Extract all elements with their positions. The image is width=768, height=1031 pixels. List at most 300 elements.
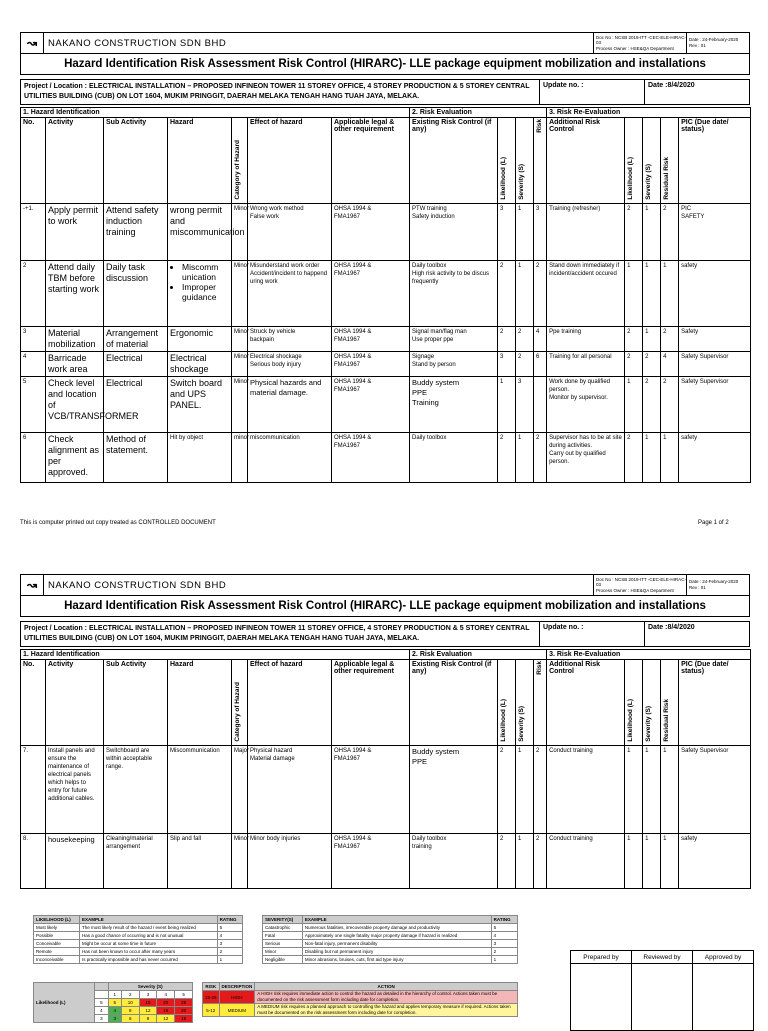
matrix-cell: 12 (157, 1015, 175, 1023)
legend-cell: 4 (217, 932, 242, 940)
row-likelihood-2: 1 (625, 261, 643, 327)
matrix-cell: 8 (121, 1007, 139, 1015)
matrix-cell: 20 (157, 999, 175, 1007)
doc-meta-2 (593, 575, 686, 595)
doc-no-2: Doc No : NCSB 2019-ITT -CEC-ELE-HIRAC-03 (596, 576, 686, 588)
column-header (21, 118, 751, 204)
table-body-1 (21, 204, 751, 483)
risk-header-cell: ACTION (255, 983, 518, 991)
col-effect: Effect of hazard (248, 118, 332, 204)
row-effect: Struck by vehicle backpain (248, 327, 332, 352)
section-hazard-id-2: 1. Hazard Identification (21, 650, 410, 660)
row-hazard: Ergonomic (168, 327, 232, 352)
row-effect: Minor body injuries (248, 834, 332, 889)
row-pic: Safety Supervisor (679, 352, 751, 377)
legend-cell: 2 (491, 948, 517, 956)
row-no: 3 (21, 327, 46, 352)
row-activity: Barricade work area (46, 352, 104, 377)
col-pic: PIC (Due date/ status) (679, 118, 751, 204)
row-residual-risk: 1 (661, 834, 679, 889)
legend-row (34, 932, 243, 940)
table-row (21, 261, 751, 327)
legend-cell: Catastrophic (263, 924, 303, 932)
row-severity-2: 1 (643, 261, 661, 327)
table-row (21, 834, 751, 889)
doc-rev-2: Rev : 01 (689, 585, 706, 590)
risk-description: HIGH (219, 991, 255, 1004)
legend-cell: Numerous fatalities, irrecoverable property damage and productivity (302, 924, 491, 932)
col-residual: Residual Risk (661, 118, 679, 204)
legend-row (34, 940, 243, 948)
legend-cell: Serious (263, 940, 303, 948)
row-category: Minor (232, 352, 248, 377)
legend-header-cell: SEVERITY(S) (263, 916, 303, 924)
row-additional-control: Stand down immediately if incident/accident occured (547, 261, 625, 327)
matrix-col: 5 (175, 991, 193, 999)
row-existing-control: Signage Stand by person (410, 352, 498, 377)
doc-header-2 (20, 574, 750, 596)
company-logo-2: ↝ (21, 575, 44, 595)
row-severity-2: 1 (643, 433, 661, 483)
likelihood-legend (33, 915, 243, 964)
row-no: 8. (21, 834, 46, 889)
doc-title-2: Hazard Identification Risk Assessment Risk Control (HIRARC)- LLE package equipment mobilization and installations (20, 596, 750, 617)
row-residual-risk: 2 (661, 327, 679, 352)
process-owner: Process Owner : HSE&QA Department (596, 45, 674, 51)
row-no: 5 (21, 377, 46, 433)
row-additional-control: Conduct training (547, 834, 625, 889)
risk-range: 5-12 (203, 1004, 220, 1017)
matrix-blank (95, 991, 108, 999)
legend-row (263, 956, 518, 964)
col-additional: Additional Risk Control (547, 118, 625, 204)
matrix-row-likelihood: 3 (95, 1015, 108, 1023)
row-effect: Physical hazard Material damage (248, 746, 332, 834)
matrix-header-row (34, 983, 193, 991)
table-row (21, 204, 751, 261)
legend-cell: Non-fatal injury, permanent disability (302, 940, 491, 948)
legend-header-cell: RATING (491, 916, 517, 924)
legend-cell: Possible (34, 932, 80, 940)
signoff-body-row (571, 964, 754, 1031)
table-row (21, 746, 751, 834)
col-residual-2: Residual Risk (661, 660, 679, 746)
row-pic: safety (679, 834, 751, 889)
legend-cell: 3 (491, 940, 517, 948)
row-risk: 2 (534, 433, 547, 483)
row-existing-control: Buddy system PPE (410, 746, 498, 834)
matrix-col-label: Severity (S) (108, 983, 192, 991)
risk-matrix (33, 982, 193, 1023)
company-name-2: NAKANO CONSTRUCTION SDN BHD (48, 579, 227, 591)
col-legal-2: Applicable legal & other requirement (332, 660, 410, 746)
section-hazard-id: 1. Hazard Identification (21, 108, 410, 118)
row-additional-control: Supervisor has to be at site during activities. Carry out by qualified person. (547, 433, 625, 483)
row-hazard: Slip and fall (168, 834, 232, 889)
project-date-2: Date :8/4/2020 (644, 622, 749, 646)
doc-title: Hazard Identification Risk Assessment Risk Control (HIRARC)- LLE package equipment mobilization and installations (20, 54, 750, 75)
row-activity: Install panels and ensure the maintenance of electrical panels which helps to entry for future additional cables. (46, 746, 104, 834)
row-legal: OHSA 1994 & FMA1967 (332, 327, 410, 352)
row-category: Minor (232, 834, 248, 889)
row-sub-activity: Attend safety induction training (104, 204, 168, 261)
hazard-list-item: • Improper guidance (182, 282, 229, 302)
col-sub-activity-2: Sub Activity (104, 660, 168, 746)
row-severity: 3 (516, 377, 534, 433)
signoff-label: Approved by (693, 951, 754, 964)
row-likelihood: 2 (498, 834, 516, 889)
row-effect: miscommunication (248, 433, 332, 483)
matrix-col: 2 (121, 991, 139, 999)
matrix-cell: 15 (139, 999, 157, 1007)
legend-row (34, 948, 243, 956)
col-activity: Activity (46, 118, 104, 204)
legend-row (263, 932, 518, 940)
table-row (21, 377, 751, 433)
row-legal: OHSA 1994 & FMA1967 (332, 834, 410, 889)
row-risk: 2 (534, 834, 547, 889)
page-number: Page 1 of 2 (698, 520, 729, 526)
row-likelihood: 3 (498, 352, 516, 377)
row-sub-activity: Electrical (104, 377, 168, 433)
col-pic-2: PIC (Due date/ status) (679, 660, 751, 746)
row-no: 2 (21, 261, 46, 327)
risk-action: A MEDIUM risk requires a planned approach to controlling the hazard and applies temporary measure if required. Actions taken must be documented on the risk assessment form including date for completion. (255, 1004, 518, 1017)
col-hazard: Hazard (168, 118, 232, 204)
matrix-cell: 3 (108, 1015, 121, 1023)
row-existing-control: Daily toolbox (410, 433, 498, 483)
row-existing-control: Daily toolbox High risk activity to be discus frequently (410, 261, 498, 327)
signoff-box (632, 964, 693, 1031)
legend-header-cell: EXAMPLE (80, 916, 218, 924)
legend-cell: 1 (491, 956, 517, 964)
legend-cell: Disabling but not permanent injury (302, 948, 491, 956)
row-pic: Safety (679, 327, 751, 352)
legend-cell: 5 (491, 924, 517, 932)
process-owner-2: Process Owner : HSE&QA Department (596, 587, 674, 593)
legend-row (34, 924, 243, 932)
col-hazard-2: Hazard (168, 660, 232, 746)
row-pic: safety (679, 261, 751, 327)
matrix-row-likelihood: 4 (95, 1007, 108, 1015)
col-no: No. (21, 118, 46, 204)
row-risk: 4 (534, 327, 547, 352)
row-residual-risk: 1 (661, 433, 679, 483)
risk-header-cell: RISK (203, 983, 220, 991)
legend-cell: 3 (217, 940, 242, 948)
doc-meta (593, 33, 686, 53)
row-additional-control: Training for all personal (547, 352, 625, 377)
row-risk: 3 (534, 204, 547, 261)
row-sub-activity: Switchboard are within acceptable range. (104, 746, 168, 834)
doc-date-2: Date : 24-February-2020 (689, 579, 739, 584)
matrix-col: 1 (108, 991, 121, 999)
row-category: Major (232, 746, 248, 834)
row-existing-control: Signal man/flag man Use proper ppe (410, 327, 498, 352)
row-severity: 1 (516, 746, 534, 834)
row-effect: Misunderstand work order Accident/incident to happend uring work (248, 261, 332, 327)
row-sub-activity: Electrical (104, 352, 168, 377)
col-additional-2: Additional Risk Control (547, 660, 625, 746)
row-additional-control: Conduct training (547, 746, 625, 834)
row-severity: 1 (516, 204, 534, 261)
row-no: 6 (21, 433, 46, 483)
legend-cell: 5 (217, 924, 242, 932)
update-no: Update no. : (539, 80, 644, 104)
row-likelihood: 2 (498, 433, 516, 483)
row-likelihood: 2 (498, 746, 516, 834)
row-existing-control: Daily toolbox training (410, 834, 498, 889)
col-activity-2: Activity (46, 660, 104, 746)
col-sub-activity: Sub Activity (104, 118, 168, 204)
col-existing-2: Existing Risk Control (if any) (410, 660, 498, 746)
legend-cell: Might be occur at some time in future (80, 940, 218, 948)
legend-cell: The most likely result of the hazard / event being realized (80, 924, 218, 932)
signoff-box (693, 964, 754, 1031)
row-legal: OHSA 1994 & FMA1967 (332, 433, 410, 483)
col-no-2: No. (21, 660, 46, 746)
row-activity: Check alignment as per approved. (46, 433, 104, 483)
update-no-2: Update no. : (539, 622, 644, 646)
project-location-2: Project / Location : ELECTRICAL INSTALLATION – PROPOSED INFINEON TOWER 11 STOREY OFFICE, 4 STOREY PRODUCTION & 5 STOREY CENTRAL UTILITIES BUILDING (CUB) ON LOT 1604, MUKIM PRINGGIT, DAERAH MELAKA TENGAH HANG TUAH JAYA, MELAKA. (24, 625, 530, 642)
col-likelihood-p2b: Likelihood (L) (625, 660, 643, 746)
col-likelihood-2: Likelihood (L) (625, 118, 643, 204)
legend-cell: Minor (263, 948, 303, 956)
company-logo: ↝ (21, 33, 44, 53)
matrix-cell: 6 (121, 1015, 139, 1023)
row-severity-2: 1 (643, 746, 661, 834)
row-legal: OHSA 1994 & FMA1967 (332, 261, 410, 327)
row-pic: safety (679, 433, 751, 483)
row-severity: 2 (516, 352, 534, 377)
matrix-col: 3 (139, 991, 157, 999)
row-severity-2: 1 (643, 204, 661, 261)
footer-note: This is computer printed out copy treated as CONTROLLED DOCUMENT (20, 520, 216, 526)
col-category-2: Category of Hazard (232, 660, 248, 746)
signoff-label: Prepared by (571, 951, 632, 964)
row-no: 7. (21, 746, 46, 834)
project-location: Project / Location : ELECTRICAL INSTALLATION – PROPOSED INFINEON TOWER 11 STOREY OFFICE, 4 STOREY PRODUCTION & 5 STOREY CENTRAL UTILITIES BUILDING (CUB) ON LOT 1604, MUKIM PRINGGIT, DAERAH MELAKA TENGAH HANG TUAH JAYA, MELAKA. (24, 83, 530, 100)
legend-cell: Minor abrasions, bruises, cuts, first aid type injury (302, 956, 491, 964)
legend-header-cell: LIKELIHOOD (L) (34, 916, 80, 924)
row-severity-2: 2 (643, 352, 661, 377)
row-risk (534, 377, 547, 433)
doc-no: Doc No : NCSB 2019-ITT -CEC-ELE-HIRAC-03 (596, 34, 686, 46)
row-existing-control: PTW training Safety induction (410, 204, 498, 261)
row-category: Minor (232, 204, 248, 261)
row-risk: 6 (534, 352, 547, 377)
row-likelihood: 2 (498, 261, 516, 327)
row-activity: Material mobilization (46, 327, 104, 352)
legend-cell: Is practically impossible and has never occurred (80, 956, 218, 964)
row-category: Minor (232, 327, 248, 352)
row-legal: OHSA 1994 & FMA1967 (332, 746, 410, 834)
row-pic: Safety Supervisor (679, 746, 751, 834)
row-likelihood-2: 2 (625, 327, 643, 352)
signoff-label: Reviewed by (632, 951, 693, 964)
legend-header-cell: EXAMPLE (302, 916, 491, 924)
row-effect: Electrical shockage Serious body injury (248, 352, 332, 377)
col-likelihood: Likelihood (L) (498, 118, 516, 204)
risk-row (203, 991, 518, 1004)
col-risk-2: Risk (534, 660, 547, 746)
row-likelihood-2: 2 (625, 352, 643, 377)
legend-cell: Inconceivable (34, 956, 80, 964)
company-name: NAKANO CONSTRUCTION SDN BHD (48, 37, 227, 49)
row-additional-control: Ppe training (547, 327, 625, 352)
row-residual-risk: 1 (661, 746, 679, 834)
row-no: -+1. (21, 204, 46, 261)
table-row (21, 327, 751, 352)
row-likelihood-2: 2 (625, 433, 643, 483)
col-effect-2: Effect of hazard (248, 660, 332, 746)
row-activity: Apply permit to work (46, 204, 104, 261)
row-sub-activity: Method of statement. (104, 433, 168, 483)
row-severity: 1 (516, 834, 534, 889)
risk-action-legend (202, 982, 518, 1017)
matrix-cell: 16 (157, 1007, 175, 1015)
matrix-row-label: Likelihood (L) (34, 983, 95, 1023)
doc-meta-date-2 (686, 575, 749, 595)
row-hazard: Switch board and UPS PANEL. (168, 377, 232, 433)
row-hazard: Miscommunication (168, 746, 232, 834)
legend-cell: Remote (34, 948, 80, 956)
doc-rev: Rev : 01 (689, 43, 706, 48)
row-risk: 2 (534, 746, 547, 834)
row-likelihood-2: 1 (625, 377, 643, 433)
row-pic: Safety Supervisor (679, 377, 751, 433)
legend-cell: Has not been known to occur after many years (80, 948, 218, 956)
row-residual-risk: 2 (661, 204, 679, 261)
section-risk-reeval-2: 3. Risk Re-Evaluation (547, 650, 751, 660)
severity-legend (262, 915, 518, 964)
col-category: Category of Hazard (232, 118, 248, 204)
col-risk: Risk (534, 118, 547, 204)
section-risk-eval: 2. Risk Evaluation (410, 108, 547, 118)
legend-header-row (263, 916, 518, 924)
row-category: Minor (232, 261, 248, 327)
col-severity-p2: Severity (S) (516, 660, 534, 746)
signoff-table (570, 950, 754, 1031)
col-severity-2: Severity (S) (643, 118, 661, 204)
matrix-cell: 4 (108, 1007, 121, 1015)
row-severity: 1 (516, 433, 534, 483)
legend-row (263, 948, 518, 956)
legend-header-cell: RATING (217, 916, 242, 924)
legend-cell: Conceivable (34, 940, 80, 948)
row-category: minor (232, 433, 248, 483)
legend-cell: Has a good chance of occurring and is not unusual (80, 932, 218, 940)
row-likelihood: 1 (498, 377, 516, 433)
risk-row (203, 1004, 518, 1017)
legend-cell: 4 (491, 932, 517, 940)
row-likelihood-2: 1 (625, 834, 643, 889)
legend-cell: Most likely (34, 924, 80, 932)
section-header (21, 108, 751, 118)
page-1 (20, 32, 750, 483)
legend-cell: Approximately one single fatality major property damage if hazard is realized (302, 932, 491, 940)
col-severity: Severity (S) (516, 118, 534, 204)
signoff-box (571, 964, 632, 1031)
hazard-list-item: • Miscomm unication (182, 262, 229, 282)
row-likelihood-2: 2 (625, 204, 643, 261)
row-residual-risk: 2 (661, 377, 679, 433)
row-likelihood-2: 1 (625, 746, 643, 834)
row-severity-2: 1 (643, 834, 661, 889)
risk-range: 15-25 (203, 991, 220, 1004)
risk-action: A HIGH risk requires immediate action to control the hazard as detailed in the hierarchy of control. Actions taken must be documented on the risk assessment form including date for completion. (255, 991, 518, 1004)
row-no: 4 (21, 352, 46, 377)
row-risk: 2 (534, 261, 547, 327)
table-row (21, 352, 751, 377)
doc-meta-date (686, 33, 749, 53)
legend-cell: Negligible (263, 956, 303, 964)
risk-header-cell: DESCRIPTION (219, 983, 255, 991)
row-legal: OHSA 1994 & FMA1967 (332, 352, 410, 377)
row-hazard (168, 261, 232, 327)
hazard-list (170, 262, 229, 302)
row-severity: 1 (516, 261, 534, 327)
signoff-header-row (571, 951, 754, 964)
row-likelihood: 3 (498, 204, 516, 261)
matrix-corner (95, 983, 108, 991)
col-severity-p2b: Severity (S) (643, 660, 661, 746)
row-sub-activity: Daily task discussion (104, 261, 168, 327)
row-hazard: Electrical shockage (168, 352, 232, 377)
row-pic: PIC SAFETY (679, 204, 751, 261)
legend-row (263, 940, 518, 948)
legend-row (34, 956, 243, 964)
project-bar-2 (20, 621, 750, 647)
matrix-cell: 10 (121, 999, 139, 1007)
legend-header-row (34, 916, 243, 924)
hirarc-table-1 (20, 107, 751, 483)
row-additional-control: Training (refresher) (547, 204, 625, 261)
section-risk-eval-2: 2. Risk Evaluation (410, 650, 547, 660)
section-risk-reeval: 3. Risk Re-Evaluation (547, 108, 751, 118)
risk-description: MEDIUM (219, 1004, 255, 1017)
row-likelihood: 2 (498, 327, 516, 352)
row-severity: 2 (516, 327, 534, 352)
matrix-cell: 12 (139, 1007, 157, 1015)
row-activity: Check level and location of VCB/TRANSFORMER (46, 377, 104, 433)
row-sub-activity: Cleaning/material arrangement (104, 834, 168, 889)
legend-cell: 1 (217, 956, 242, 964)
row-activity: Attend daily TBM before starting work (46, 261, 104, 327)
row-legal: OHSA 1994 & FMA1967 (332, 204, 410, 261)
column-header-2 (21, 660, 751, 746)
row-hazard: Hit by object (168, 433, 232, 483)
row-effect: Physical hazards and material damage. (248, 377, 332, 433)
legend-row (263, 924, 518, 932)
hirarc-table-2 (20, 649, 751, 889)
row-severity-2: 1 (643, 327, 661, 352)
matrix-cell: 9 (139, 1015, 157, 1023)
table-body-2 (21, 746, 751, 889)
row-residual-risk: 1 (661, 261, 679, 327)
table-row (21, 433, 751, 483)
matrix-cell: 15 (175, 1015, 193, 1023)
row-legal: OHSA 1994 & FMA1967 (332, 377, 410, 433)
row-effect: Wrong work method False work (248, 204, 332, 261)
matrix-cell: 20 (175, 1007, 193, 1015)
row-sub-activity: Arrangement of material (104, 327, 168, 352)
section-header-2 (21, 650, 751, 660)
row-hazard: wrong permit and miscommunication (168, 204, 232, 261)
row-additional-control: Work done by qualified person. Monitor by supervisor. (547, 377, 625, 433)
project-bar (20, 79, 750, 105)
doc-header (20, 32, 750, 54)
